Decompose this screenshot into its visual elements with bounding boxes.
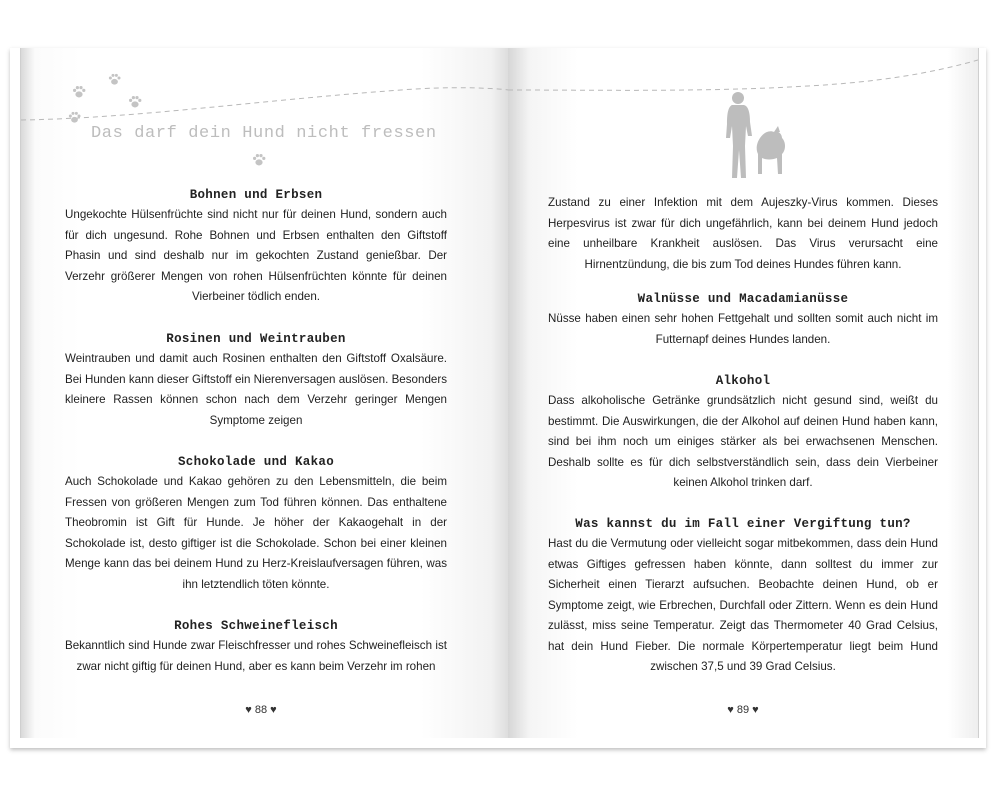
section-title: Schokolade und Kakao — [177, 455, 335, 469]
section-vergiftung — [548, 517, 938, 678]
paw-print-icon — [251, 152, 267, 168]
section-title: Walnüsse und Macadamianüsse — [637, 292, 849, 306]
section-text: Nüsse haben einen sehr hohen Fettgehalt und sollten somit auch nicht im Futternapf deines Hundes landen. — [548, 312, 938, 346]
left-page — [20, 48, 509, 738]
section-bohnen — [65, 188, 447, 308]
woman-with-dog-silhouette-icon — [720, 90, 790, 182]
section-text: Weintrauben und damit auch Rosinen enthalten den Giftstoff Oxalsäure. Bei Hunden kann dieser Giftstoff ein Nierenversagen auslösen. Besonders kleinere Rassen können schon nach dem Verzehr geringer Mengen Symptome zeigen — [65, 352, 447, 427]
section-title: Rohes Schweinefleisch — [174, 619, 338, 633]
section-nuesse — [548, 292, 938, 350]
paw-print-icon — [127, 94, 143, 110]
paw-print-icon — [107, 72, 122, 87]
section-text: Dass alkoholische Getränke grundsätzlich nicht gesund sind, weißt du bestimmt. Die Auswirkungen, die der Alkohol auf deinen Hund haben kann, sind bei ihm noch um einiges stärker als bei erwachsenen Menschen. Deshalb sollte es für dich selbstverständlich sein, dass dein Vierbeiner keinen Alkohol trinken darf. — [548, 394, 938, 489]
section-text: Auch Schokolade und Kakao gehören zu den Lebensmitteln, die beim Fressen von größeren Mengen zum Tod führen können. Das enthaltene Theobromin ist Gift für Hunde. Je höher der Kakaogehalt in der Schokolade ist, desto giftiger ist die Schokolade. Schon bei einer kleinen Menge kann das bei deinem Hund zu Herz-Kreislaufversagen führen, was ihn letztendlich töten könnte. — [65, 475, 447, 591]
section-title: Rosinen und Weintrauben — [166, 332, 346, 346]
section-title: Was kannst du im Fall einer Vergiftung tun? — [575, 517, 911, 531]
section-text: Bekanntlich sind Hunde zwar Fleischfresser und rohes Schweinefleisch ist zwar nicht giftig für deinen Hund, aber es kann beim Verzehr im rohen — [65, 639, 447, 673]
section-title: Alkohol — [715, 374, 771, 388]
section-schweinefleisch — [65, 619, 447, 677]
page-number: ♥ 89 ♥ — [727, 704, 759, 716]
paw-print-icon — [71, 84, 87, 100]
page-number: ♥ 88 ♥ — [245, 704, 277, 716]
section-text: Zustand zu einer Infektion mit dem Aujeszky-Virus kommen. Dieses Herpesvirus ist zwar für dich ungefährlich, kann bei deinem Hund jedoch eine unheilbare Krankheit auslösen. Das Virus verursacht eine Hirnentzündung, die bis zum Tod deines Hundes führen kann. — [548, 196, 938, 271]
section-text: Hast du die Vermutung oder vielleicht sogar mitbekommen, dass dein Hund etwas Giftiges gefressen haben könnte, dann solltest du immer zur Sicherheit einen Tierarzt aufsuchen. Beobachte deinen Hund, ob er Symptome zeigt, wie Erbrechen, Durchfall oder Zittern. Wenn es dein Hund zulässt, miss seine Temperatur. Zeigt das Thermometer 40 Grad Celsius, hat dein Hund Fieber. Die normale Körpertemperatur liegt beim Hund zwischen 37,5 und 39 Grad Celsius. — [548, 537, 938, 673]
section-text: Ungekochte Hülsenfrüchte sind nicht nur für deinen Hund, sondern auch für dich ungesund. Rohe Bohnen und Erbsen enthalten den Giftstoff Phasin und sind deshalb nur im gekochten Zustand genießbar. Der Verzehr größerer Mengen von rohen Hülsenfrüchten könnte für deinen Vierbeiner tödlich enden. — [65, 208, 447, 303]
open-book — [10, 48, 986, 748]
page-heading: Das darf dein Hund nicht fressen — [91, 124, 437, 143]
section-alkohol — [548, 374, 938, 494]
section-rosinen — [65, 332, 447, 431]
section-continuation — [548, 193, 938, 275]
right-page — [508, 48, 979, 738]
section-title: Bohnen und Erbsen — [189, 188, 323, 202]
section-schokolade — [65, 455, 447, 595]
paw-print-icon — [67, 110, 82, 125]
